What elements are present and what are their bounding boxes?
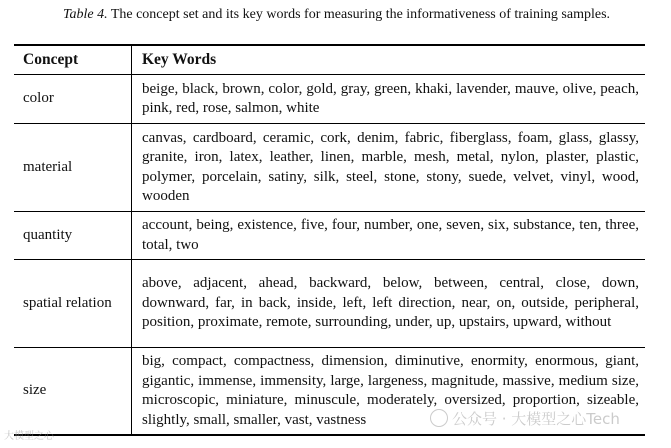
concept-cell: material: [14, 124, 132, 211]
concept-cell: size: [14, 348, 132, 434]
keywords-text: account, being, existence, five, four, number, one, seven, six, substance, ten, three, total, two: [142, 217, 639, 253]
table-row: [14, 124, 645, 211]
table-header-row: [14, 46, 645, 74]
caption-label: Table 4.: [62, 7, 108, 22]
table-row: [14, 260, 645, 347]
wechat-icon: [430, 409, 448, 427]
keywords-text: canvas, cardboard, ceramic, cork, denim, fabric, fiberglass, foam, glass, glassy, granite, iron, latex, leather, linen, marble, mesh, metal, nylon, plaster, plastic, polymer, porcelain, satiny, silk, steel, stone, stony, suede, velvet, vinyl, wood, wooden: [142, 129, 639, 204]
table-caption: [14, 6, 659, 24]
bottom-rule: [14, 434, 645, 436]
watermark-right-text: 公众号 · 大模型之心Tech: [452, 410, 620, 428]
watermark-right: [430, 408, 620, 429]
keywords-text: beige, black, brown, color, gold, gray, green, khaki, lavender, mauve, olive, peach, pink, red, rose, salmon, white: [142, 80, 639, 116]
caption-text: The concept set and its key words for measuring the informativeness of training samples.: [107, 7, 611, 22]
keywords-text: above, adjacent, ahead, backward, below, between, central, close, down, downward, far, in back, inside, left, left direction, near, on, outside, peripheral, position, proximate, remote, surrounding, under, up, upstairs, upward, without: [142, 275, 639, 331]
header-keywords: Key Words: [142, 51, 217, 69]
keywords-cell: [132, 75, 645, 123]
concept-table: [14, 44, 645, 436]
keywords-cell: [132, 212, 645, 259]
concept-cell: spatial relation: [14, 260, 132, 347]
concept-cell: color: [14, 75, 132, 123]
keywords-text: big, compact, compactness, dimension, diminutive, enormity, enormous, giant, gigantic, immense, immensity, large, largeness, magnitude, massive, medium size, microscopic, miniature, minuscule, moderately, oversized, proportion, sizeable, slightly, small, smaller, vast, vastness: [142, 353, 639, 428]
keywords-cell: [132, 124, 645, 211]
concept-cell: quantity: [14, 212, 132, 259]
keywords-cell: [132, 260, 645, 347]
table-row: [14, 75, 645, 123]
table-row: [14, 212, 645, 259]
watermark-left: 大模型之心: [4, 431, 54, 442]
header-concept: Concept: [14, 46, 132, 74]
